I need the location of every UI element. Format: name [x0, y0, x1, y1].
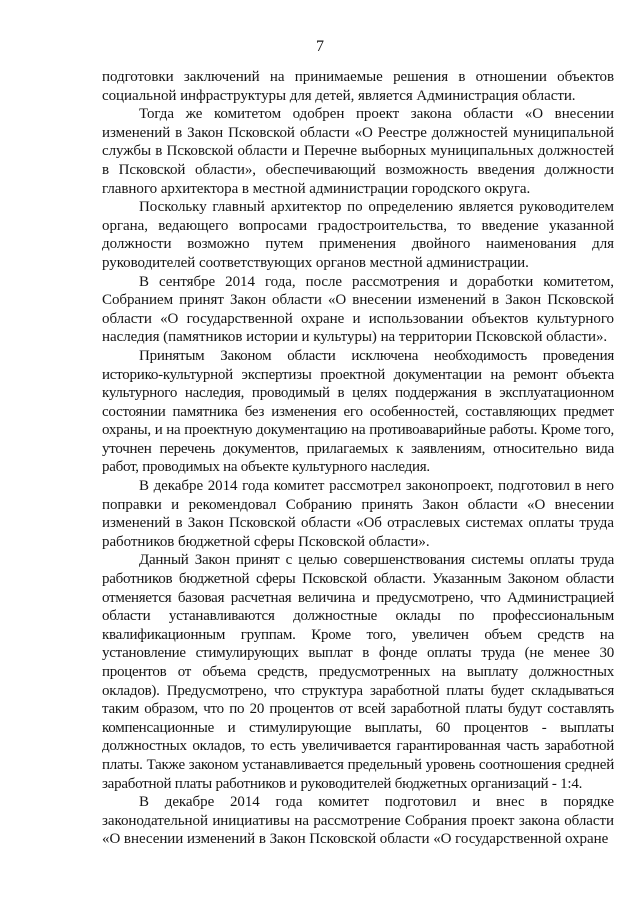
paragraph-payment-details: Данный Закон принят с целью совершенствования системы оплаты труда работников бюджетной сферы Псковской области. Указанным Законом области отменяется базовая расчетная величина и предусмотрено, что Администрацией области устанавливаются должностные оклады по профессиональным квалификационным группам. Кроме того, увеличен объем средств на установление стимулирующих выплат в фонде оплаты труда (не менее 30 процентов от объема средств, предусмотренных на выплату должностных окладов). Предусмотрено, что структура заработной платы будет складываться таким образом, что по 20 процентов от всей заработной платы будут составлять компенсационные и стимулирующие выплаты, 60 процентов - выплаты должностных окладов, то есть увеличивается гарантированная часть заработной платы. Также законом устанавливается предельный уровень соотношения средней заработной платы работников и руководителей бюджетных организаций - 1:4.: [102, 552, 614, 792]
paragraph-december-initiative: В декабре 2014 года комитет подготовил и внес в порядке законодательной инициативы на рассмотрение Собрания проект закона области «О внесении изменений в Закон Псковской области «О государственной охране: [102, 794, 614, 848]
page-number: 7: [316, 38, 324, 55]
paragraph-architect-law: Тогда же комитетом одобрен проект закона области «О внесении изменений в Закон Псковской области «О Реестре должностей муниципальной службы в Псковской области и Перечне выборных муниципальных должностей в Псковской области», обеспечивающий возможность введения должности главного архитектора в местной администрации городского округа.: [102, 106, 614, 197]
paragraph-continuation: подготовки заключений на принимаемые решения в отношении объектов социальной инфраструктуры для детей, является Администрация области.: [102, 69, 614, 104]
paragraph-expertise-exclusion: Принятым Законом области исключена необходимость проведения историко-культурной экспертизы проектной документации на ремонт объекта культурного наследия, проводимый в целях поддержания в эксплуатационном состоянии памятника без изменения его особенностей, составляющих предмет охраны, и на проектную документацию на противоаварийные работы. Кроме того, уточнен перечень документов, прилагаемых к заявлениям, относительно вида работ, проводимых на объекте культурного наследия.: [102, 347, 614, 476]
paragraph-payment-systems-law: В декабре 2014 года комитет рассмотрел законопроект, подготовил в него поправки и рекомендовал Собранию принять Закон области «О внесении изменений в Закон Псковской области «Об отраслевых системах оплаты труда работников бюджетной сферы Псковской области».: [102, 478, 614, 550]
paragraph-cultural-heritage-law: В сентябре 2014 года, после рассмотрения и доработки комитетом, Собранием принят Закон области «О внесении изменений в Закон Псковской области «О государственной охране и использовании объектов культурного наследия (памятников истории и культуры) на территории Псковской области».: [102, 273, 614, 346]
document-body: [102, 68, 614, 849]
paragraph-chief-architect: Поскольку главный архитектор по определению является руководителем органа, ведающего вопросами градостроительства, то введение указанной должности возможно путем применения двойного наименования для руководителей соответствующих органов местной администрации.: [102, 199, 614, 271]
